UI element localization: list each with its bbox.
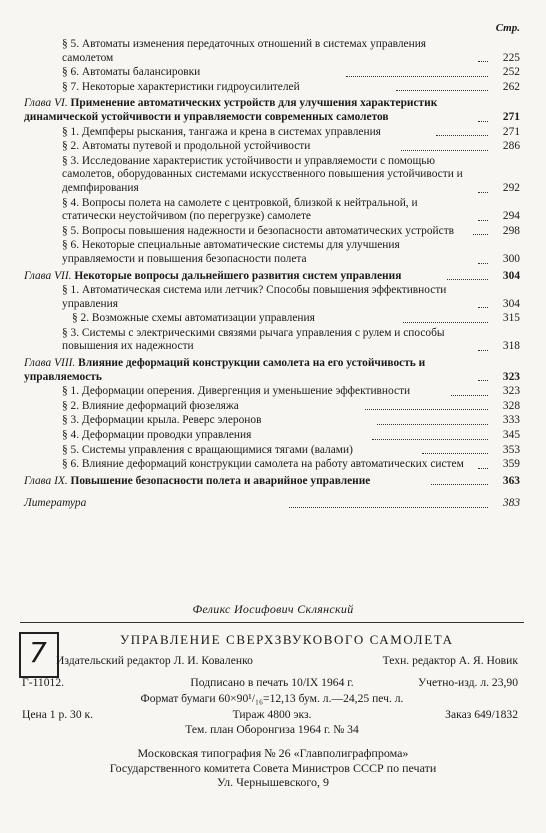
toc-section: [24, 284, 520, 311]
toc-section: [24, 312, 520, 326]
toc-page-number: 262: [502, 80, 520, 93]
dot-leader: [478, 220, 488, 221]
publication-code: Г-11012.: [22, 676, 65, 689]
dot-leader: [478, 350, 488, 351]
toc-page-number: 318: [502, 340, 520, 353]
dot-leader: [478, 307, 488, 308]
thematic-plan: Тем. план Оборонгиза 1964 г. № 34: [185, 723, 359, 736]
toc-section: [24, 444, 520, 458]
toc-page-number: 333: [502, 414, 520, 427]
toc-section: [24, 140, 520, 154]
toc-entry-text: § 5. Системы управления с вращающимися тягами (валами): [62, 443, 353, 456]
toc-page-number: 363: [502, 474, 520, 487]
toc-page-number: 225: [502, 51, 520, 64]
toc-section: [24, 197, 520, 224]
toc-page-number: 300: [502, 252, 520, 265]
toc-entry-text: § 5. Вопросы повышения надежности и безопасности автоматических устройств: [62, 224, 455, 237]
divider: [20, 622, 524, 623]
toc-section: [24, 414, 520, 428]
toc-chapter-title: Влияние деформаций конструкции самолета на его устойчивость и управляемость: [24, 357, 426, 383]
toc-chapter-label: Глава VIII.: [24, 357, 76, 370]
toc-chapter: [24, 97, 520, 124]
stamp-number: 7: [29, 636, 47, 669]
toc-page-number: 323: [502, 370, 520, 383]
toc-entry-text: § 5. Автоматы изменения передаточных отношений в системах управления самолетом: [62, 38, 427, 64]
toc-page-number: 298: [502, 224, 520, 237]
toc-page-number: 252: [502, 66, 520, 79]
toc-section: [24, 429, 520, 443]
dot-leader: [478, 380, 488, 381]
paper-format: Формат бумаги 60×90¹/₁₆=12,13 бум. л.—24,25 печ. л.: [140, 692, 404, 705]
toc-entry-text: § 4. Вопросы полета на самолете с центровкой, близкой к нейтральной, и статически неустойчивом (по перегрузке) самолете: [62, 196, 418, 223]
dot-leader: [447, 279, 488, 280]
dot-leader: [431, 484, 488, 485]
printer-line-3: Ул. Чернышевского, 9: [216, 775, 330, 789]
toc-entry-text: § 1. Демпферы рыскания, тангажа и крена в системах управления: [62, 125, 381, 138]
toc-section: [24, 155, 520, 196]
toc-chapter-title: Некоторые вопросы дальнейшего развития систем управления: [74, 269, 402, 282]
dot-leader: [436, 135, 488, 136]
toc-page-number: 353: [502, 443, 521, 456]
dot-leader: [478, 263, 488, 264]
toc-page-number: 271: [502, 110, 520, 123]
toc-entry-text: § 2. Возможные схемы автоматизации управления: [72, 312, 315, 325]
print-run: Тираж 4800 экз.: [232, 708, 312, 721]
toc-chapter-title: Применение автоматических устройств для улучшения характеристик динамической устойчивости и управляемости современных самолетов: [24, 97, 438, 123]
toc-section: [24, 126, 520, 140]
toc-page-number: 304: [502, 269, 521, 282]
dot-leader: [365, 409, 488, 410]
toc-chapter-label: Глава VI.: [24, 97, 68, 110]
toc-chapter-label: Глава VII.: [24, 269, 72, 282]
publishing-editor: Издательский редактор Л. И. Коваленко: [56, 654, 253, 667]
dot-leader: [473, 234, 488, 235]
toc-page-number: 294: [502, 210, 520, 223]
toc-page-number: 304: [502, 297, 520, 310]
signed-date: Подписано в печать 10/IX 1964 г.: [190, 676, 354, 689]
dot-leader: [401, 150, 488, 151]
dot-leader: [451, 395, 488, 396]
toc-chapter: [24, 270, 520, 284]
stamp-box: [19, 632, 59, 678]
toc-page-number: 383: [502, 497, 521, 510]
book-title: УПРАВЛЕНИЕ СВЕРХЗВУКОВОГО САМОЛЕТА: [120, 632, 454, 647]
toc-section: [24, 66, 520, 80]
toc-section: [24, 225, 520, 239]
dot-leader: [289, 507, 488, 508]
toc-chapter-title: Повышение безопасности полета и аварийное управление: [70, 474, 371, 487]
toc-chapter: [24, 357, 520, 384]
author-name: Феликс Иосифович Склянский: [192, 602, 354, 616]
toc-page-number: 323: [502, 385, 521, 398]
dot-leader: [478, 61, 488, 62]
toc-entry-text: § 6. Автоматы балансировки: [62, 66, 201, 79]
dot-leader: [377, 424, 488, 425]
toc-chapter-label: Глава IX.: [24, 474, 68, 487]
dot-leader: [403, 322, 488, 323]
toc-entry-text: § 2. Автоматы путевой и продольной устойчивости: [62, 140, 311, 153]
toc-section: [24, 81, 520, 95]
page-column-label: Стр.: [495, 22, 520, 34]
toc-entry-text: § 2. Влияние деформаций фюзеляжа: [62, 399, 239, 412]
order-number: Заказ 649/1832: [445, 708, 518, 721]
dot-leader: [396, 90, 488, 91]
toc-page-number: 292: [502, 181, 520, 194]
toc-entry-text: § 3. Исследование характеристик устойчивости и управляемости с помощью самолетов, оборудованных системами искусственного повышения устойчивости и демпфирования: [62, 154, 463, 194]
toc-page-number: 271: [502, 125, 521, 138]
toc-section: [24, 458, 520, 472]
toc-section: [24, 239, 520, 266]
toc-entry-text: § 1. Деформации оперения. Дивергенция и уменьшение эффективности: [62, 385, 411, 398]
toc-entry-text: § 3. Системы с электрическими связями рычага управления с рулем и способы повышения их надежности: [62, 326, 445, 353]
toc-page-number: 359: [502, 458, 520, 471]
toc-entry-text: § 1. Автоматическая система или летчик? Способы повышения эффективности управления: [62, 284, 447, 310]
toc-entry-text: § 7. Некоторые характеристики гидроусилителей: [62, 80, 300, 93]
toc-section: [24, 400, 520, 414]
dot-leader: [346, 76, 488, 77]
table-of-contents: [24, 38, 520, 512]
printer-line-1: Московская типография № 26 «Главполиграфпрома»: [137, 746, 409, 760]
toc-page-number: 286: [502, 140, 521, 153]
toc-section: [24, 327, 520, 354]
technical-editor: Техн. редактор А. Я. Новик: [382, 654, 518, 667]
toc-page-number: 315: [502, 312, 520, 325]
toc-page-number: 345: [502, 429, 521, 442]
toc-entry-text: § 6. Некоторые специальные автоматические системы для улучшения управляемости и повышения безопасности полета: [62, 239, 400, 265]
toc-entry-text: Литература: [24, 497, 87, 510]
dot-leader: [478, 468, 488, 469]
dot-leader: [422, 453, 488, 454]
toc-page-number: 328: [502, 399, 521, 412]
toc-section: [24, 385, 520, 399]
toc-entry-text: § 4. Деформации проводки управления: [62, 429, 252, 442]
price: Цена 1 р. 30 к.: [22, 708, 94, 721]
printer-info: [0, 746, 546, 790]
toc-section: [24, 38, 520, 65]
publisher-sheets: Учетно-изд. л. 23,90: [417, 676, 518, 689]
dot-leader: [478, 192, 488, 193]
printer-line-2: Государственного комитета Совета Министров СССР по печати: [109, 760, 437, 775]
toc-chapter: [24, 475, 520, 489]
toc-literature: [24, 497, 520, 511]
toc-entry-text: § 3. Деформации крыла. Реверс элеронов: [62, 414, 262, 427]
dot-leader: [372, 439, 488, 440]
toc-entry-text: § 6. Влияние деформаций конструкции самолета на работу автоматических систем: [62, 458, 464, 471]
dot-leader: [478, 121, 488, 122]
